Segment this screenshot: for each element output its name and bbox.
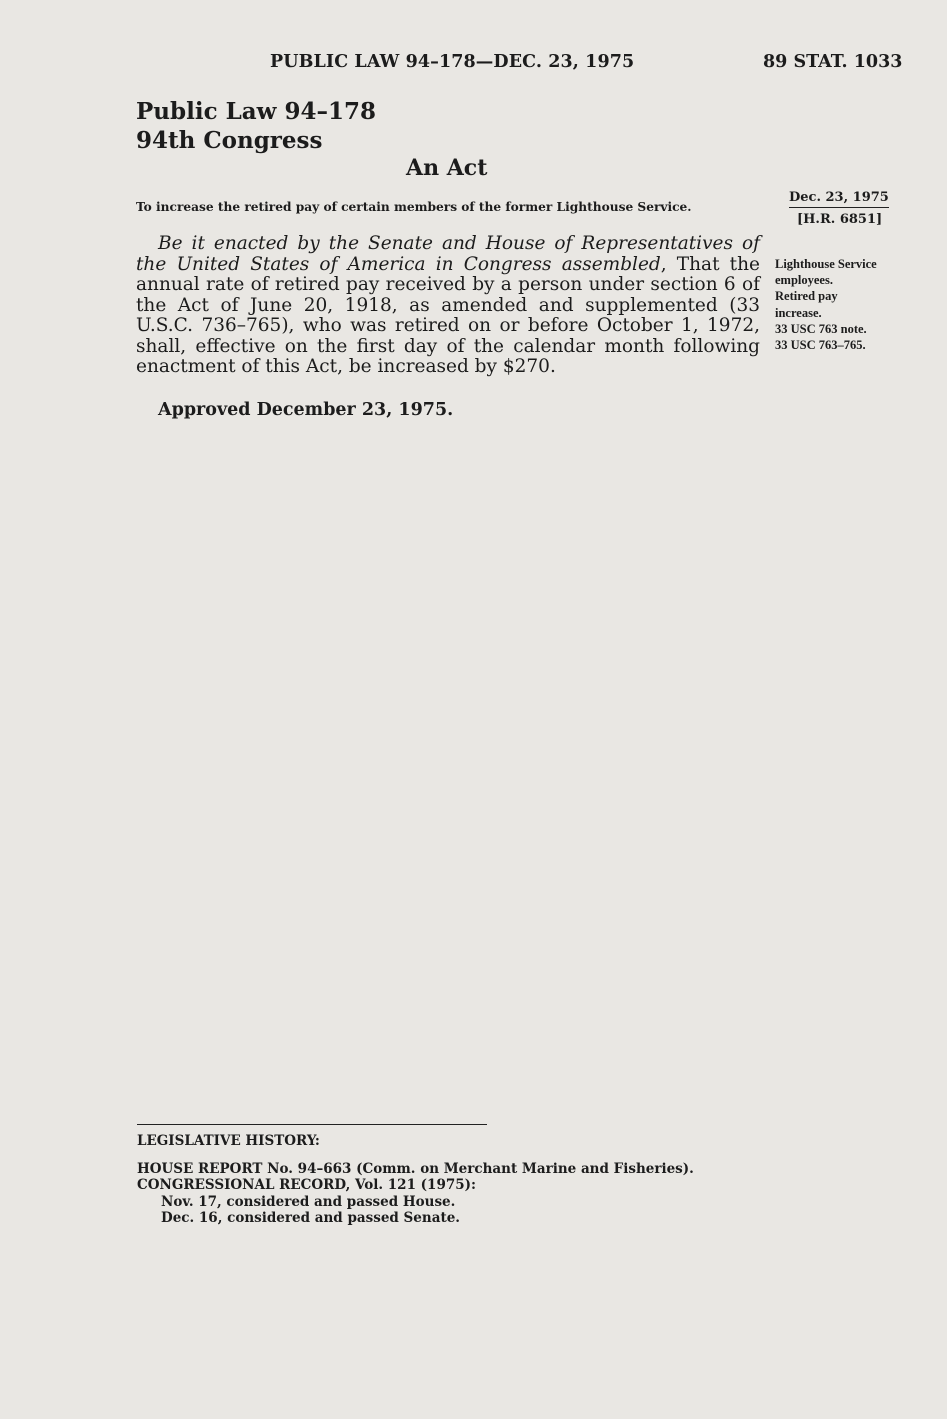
margin-note: Lighthouse Service (775, 257, 877, 271)
house-report: HOUSE REPORT No. 94–663 (Comm. on Merchant Marine and Fisheries). (137, 1160, 694, 1177)
running-head: PUBLIC LAW 94–178—DEC. 23, 1975 (270, 52, 635, 72)
enacting-clause: Be it enacted by the Senate and House of Representatives of the United States of America in Congress assembled (136, 233, 760, 275)
congress-number: 94th Congress (136, 127, 323, 154)
approval-date: Approved December 23, 1975. (158, 400, 454, 420)
act-purpose: To increase the retired pay of certain members of the former Lighthouse Service. (136, 200, 692, 214)
law-number: Public Law 94–178 (136, 98, 376, 125)
margin-notes (775, 256, 935, 353)
history-title: LEGISLATIVE HISTORY: (137, 1133, 320, 1149)
history-divider (137, 1124, 487, 1125)
history-entry: Dec. 16, considered and passed Senate. (161, 1210, 460, 1226)
bill-number: [H.R. 6851] (797, 212, 883, 227)
margin-note: Retired pay (775, 289, 838, 304)
enactment-date: Dec. 23, 1975 (789, 190, 889, 208)
history-entry: Nov. 17, considered and passed House. (161, 1193, 456, 1210)
law-title (136, 97, 376, 155)
act-body (136, 234, 760, 378)
margin-note: employees. (775, 273, 833, 288)
margin-note: 33 USC 763 note. (775, 321, 867, 336)
act-provision: , That the annual rate of retired pay received by a person under section 6 of the Act of June 20, 1918, as amended and supplemented (33 U.S.C. 736–765), who was retired on or before October 1, 1972, shall, effective on the first day of the calendar month following enactment of this Act, be increased by $270. (136, 253, 760, 377)
stat-reference: 89 STAT. 1033 (763, 52, 903, 72)
act-heading: An Act (406, 155, 488, 181)
margin-note: 33 USC 763–765. (775, 338, 866, 353)
margin-note: increase. (775, 305, 822, 320)
sidebar-date-block (789, 190, 907, 227)
legislative-history (137, 1133, 694, 1227)
congressional-record: CONGRESSIONAL RECORD, Vol. 121 (1975): (137, 1177, 477, 1193)
